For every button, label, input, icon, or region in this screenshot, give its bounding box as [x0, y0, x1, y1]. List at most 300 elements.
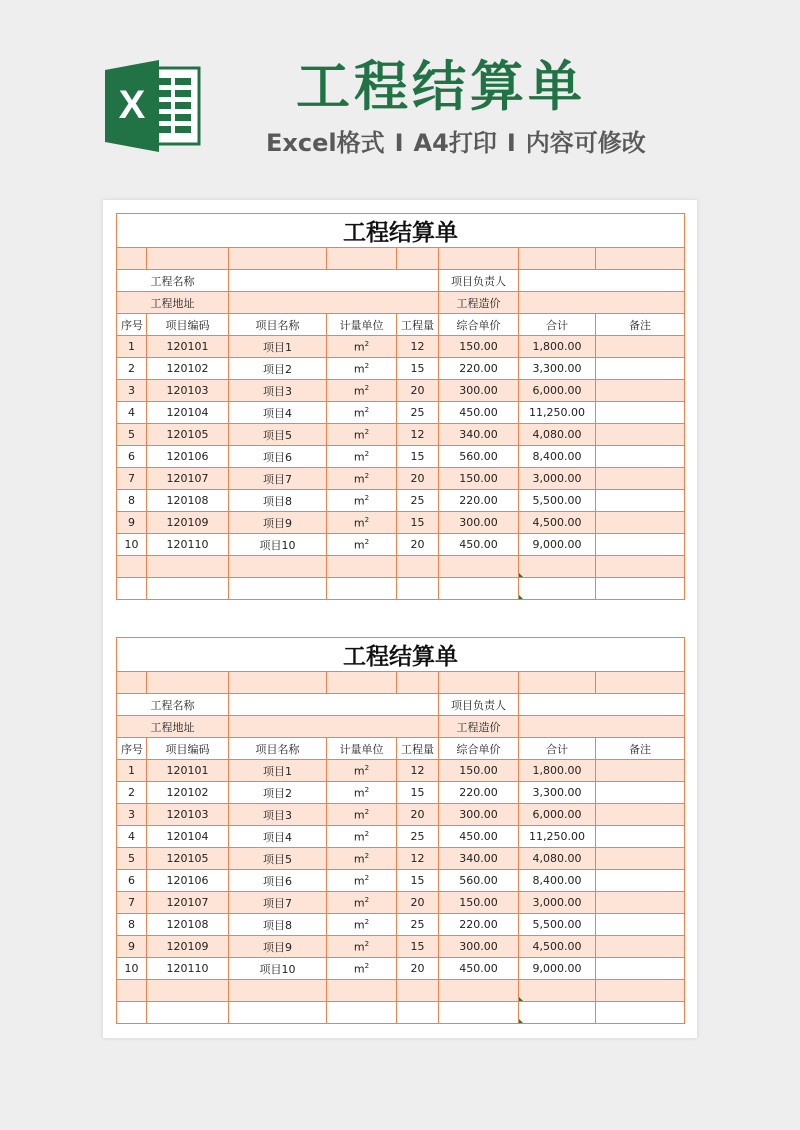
- cell-code[interactable]: 120101: [147, 336, 229, 358]
- spacer-cell[interactable]: [327, 672, 397, 694]
- cell-no[interactable]: 7: [117, 468, 147, 490]
- cell-name[interactable]: 项目2: [229, 358, 327, 380]
- label-project-name: 工程名称: [117, 694, 229, 716]
- cell-name[interactable]: 项目8: [229, 914, 327, 936]
- empty-cell[interactable]: [519, 578, 596, 600]
- cell-qty[interactable]: 15: [397, 936, 439, 958]
- cell-unit[interactable]: [327, 468, 397, 490]
- cell-unit[interactable]: [327, 380, 397, 402]
- cell-code[interactable]: 120102: [147, 358, 229, 380]
- sheet-title-row: [117, 638, 685, 672]
- cell-code[interactable]: 120107: [147, 892, 229, 914]
- cell-qty[interactable]: 25: [397, 490, 439, 512]
- unit-superscript: 2: [364, 763, 370, 772]
- column-header: 计量单位: [327, 314, 397, 336]
- empty-cell[interactable]: [397, 980, 439, 1002]
- column-header: 项目名称: [229, 314, 327, 336]
- column-header: 合计: [519, 314, 596, 336]
- table-row: [117, 490, 685, 512]
- cell-price[interactable]: 450.00: [439, 958, 519, 980]
- cell-code[interactable]: 120105: [147, 424, 229, 446]
- spacer-cell[interactable]: [117, 672, 147, 694]
- spacer-cell[interactable]: [397, 672, 439, 694]
- cell-note[interactable]: [596, 848, 685, 870]
- unit-text: m: [353, 852, 365, 866]
- unit-superscript: 2: [364, 405, 370, 414]
- cell-note[interactable]: [596, 782, 685, 804]
- cell-total[interactable]: 1,800.00: [519, 336, 596, 358]
- cell-qty[interactable]: 15: [397, 782, 439, 804]
- unit-superscript: 2: [364, 917, 370, 926]
- column-header: 备注: [596, 738, 685, 760]
- cell-code[interactable]: 120104: [147, 402, 229, 424]
- cell-unit[interactable]: [327, 936, 397, 958]
- cell-code[interactable]: 120101: [147, 760, 229, 782]
- cell-unit[interactable]: [327, 892, 397, 914]
- cell-no[interactable]: 1: [117, 760, 147, 782]
- cell-note[interactable]: [596, 804, 685, 826]
- cell-name[interactable]: 项目5: [229, 848, 327, 870]
- empty-cell[interactable]: [327, 556, 397, 578]
- cell-price[interactable]: 150.00: [439, 892, 519, 914]
- cell-unit[interactable]: [327, 826, 397, 848]
- cell-total[interactable]: 9,000.00: [519, 534, 596, 556]
- unit-text: m: [353, 340, 365, 354]
- cell-name[interactable]: 项目1: [229, 336, 327, 358]
- cell-qty[interactable]: 25: [397, 914, 439, 936]
- unit-text: m: [353, 362, 365, 376]
- project-name-field[interactable]: [229, 694, 439, 716]
- cell-price[interactable]: 220.00: [439, 490, 519, 512]
- cell-note[interactable]: [596, 958, 685, 980]
- spacer-cell[interactable]: [229, 248, 327, 270]
- cell-price[interactable]: 560.00: [439, 446, 519, 468]
- cell-price[interactable]: 300.00: [439, 936, 519, 958]
- cell-qty[interactable]: 15: [397, 358, 439, 380]
- unit-superscript: 2: [364, 449, 370, 458]
- cell-qty[interactable]: 20: [397, 892, 439, 914]
- column-header: 项目名称: [229, 738, 327, 760]
- label-project-manager: 项目负责人: [439, 694, 519, 716]
- spacer-cell[interactable]: [439, 248, 519, 270]
- cell-note[interactable]: [596, 446, 685, 468]
- empty-cell[interactable]: [439, 980, 519, 1002]
- empty-cell[interactable]: [147, 578, 229, 600]
- cell-price[interactable]: 300.00: [439, 380, 519, 402]
- project-manager-field[interactable]: [519, 694, 685, 716]
- cell-qty[interactable]: 12: [397, 760, 439, 782]
- subtitle-print: A4打印: [413, 129, 497, 157]
- empty-cell[interactable]: [596, 556, 685, 578]
- cell-code[interactable]: 120109: [147, 512, 229, 534]
- table-row: [117, 402, 685, 424]
- cell-qty[interactable]: 12: [397, 336, 439, 358]
- cell-no[interactable]: 9: [117, 512, 147, 534]
- empty-cell[interactable]: [117, 556, 147, 578]
- cell-name[interactable]: 项目5: [229, 424, 327, 446]
- unit-text: m: [353, 538, 365, 552]
- cell-no[interactable]: 7: [117, 892, 147, 914]
- cell-unit[interactable]: [327, 760, 397, 782]
- empty-cell[interactable]: [519, 1002, 596, 1024]
- cell-price[interactable]: 340.00: [439, 424, 519, 446]
- subtitle: [266, 126, 686, 160]
- spacer-cell[interactable]: [147, 672, 229, 694]
- cell-no[interactable]: 6: [117, 870, 147, 892]
- table-row: [117, 380, 685, 402]
- empty-cell[interactable]: [229, 578, 327, 600]
- cell-no[interactable]: 2: [117, 782, 147, 804]
- empty-cell[interactable]: [439, 578, 519, 600]
- spacer-cell[interactable]: [229, 672, 327, 694]
- cell-name[interactable]: 项目3: [229, 380, 327, 402]
- cell-price[interactable]: 150.00: [439, 336, 519, 358]
- cell-name[interactable]: 项目1: [229, 760, 327, 782]
- table-row: [117, 958, 685, 980]
- empty-cell[interactable]: [596, 980, 685, 1002]
- unit-superscript: 2: [364, 493, 370, 502]
- cell-no[interactable]: 4: [117, 826, 147, 848]
- empty-cell[interactable]: [519, 556, 596, 578]
- cell-qty[interactable]: 20: [397, 534, 439, 556]
- empty-cell[interactable]: [117, 980, 147, 1002]
- column-header: 序号: [117, 314, 147, 336]
- cell-no[interactable]: 3: [117, 380, 147, 402]
- cell-unit[interactable]: [327, 402, 397, 424]
- cell-no[interactable]: 10: [117, 958, 147, 980]
- cell-name[interactable]: 项目10: [229, 534, 327, 556]
- cell-total[interactable]: 11,250.00: [519, 402, 596, 424]
- unit-superscript: 2: [364, 383, 370, 392]
- empty-row: [117, 1002, 685, 1024]
- label-project-manager: 项目负责人: [439, 270, 519, 292]
- spacer-row: [117, 248, 685, 270]
- empty-cell[interactable]: [327, 1002, 397, 1024]
- cell-code[interactable]: 120108: [147, 914, 229, 936]
- cell-qty[interactable]: 20: [397, 380, 439, 402]
- cell-price[interactable]: 150.00: [439, 468, 519, 490]
- cell-no[interactable]: 5: [117, 848, 147, 870]
- cell-price[interactable]: 450.00: [439, 402, 519, 424]
- empty-cell[interactable]: [229, 556, 327, 578]
- table-row: [117, 446, 685, 468]
- cell-note[interactable]: [596, 892, 685, 914]
- cell-qty[interactable]: 25: [397, 826, 439, 848]
- empty-cell[interactable]: [117, 578, 147, 600]
- column-header: 序号: [117, 738, 147, 760]
- cell-no[interactable]: 5: [117, 424, 147, 446]
- empty-cell[interactable]: [147, 556, 229, 578]
- cell-price[interactable]: 450.00: [439, 826, 519, 848]
- empty-cell[interactable]: [117, 1002, 147, 1024]
- unit-superscript: 2: [364, 339, 370, 348]
- table-row: [117, 848, 685, 870]
- cell-name[interactable]: 项目9: [229, 936, 327, 958]
- cell-note[interactable]: [596, 468, 685, 490]
- cell-code[interactable]: 120110: [147, 958, 229, 980]
- cell-unit[interactable]: [327, 512, 397, 534]
- cell-price[interactable]: 300.00: [439, 804, 519, 826]
- subtitle-editable: 内容可修改: [525, 129, 646, 157]
- spacer-cell[interactable]: [117, 248, 147, 270]
- cell-name[interactable]: 项目9: [229, 512, 327, 534]
- project-name-field[interactable]: [229, 270, 439, 292]
- cell-name[interactable]: 项目8: [229, 490, 327, 512]
- empty-cell[interactable]: [439, 556, 519, 578]
- subtitle-separator: I: [506, 129, 516, 157]
- empty-cell[interactable]: [397, 556, 439, 578]
- table-row: [117, 468, 685, 490]
- svg-text:X: X: [118, 83, 146, 127]
- cell-unit[interactable]: [327, 446, 397, 468]
- unit-text: m: [353, 428, 365, 442]
- empty-cell[interactable]: [397, 1002, 439, 1024]
- cell-no[interactable]: 8: [117, 490, 147, 512]
- cell-total[interactable]: 3,300.00: [519, 358, 596, 380]
- empty-cell[interactable]: [147, 1002, 229, 1024]
- unit-text: m: [353, 450, 365, 464]
- empty-cell[interactable]: [229, 980, 327, 1002]
- cell-note[interactable]: [596, 424, 685, 446]
- cell-no[interactable]: 9: [117, 936, 147, 958]
- cell-note[interactable]: [596, 534, 685, 556]
- table-row: [117, 804, 685, 826]
- cell-no[interactable]: 8: [117, 914, 147, 936]
- project-cost-field[interactable]: [519, 292, 685, 314]
- excel-logo-icon: [103, 60, 203, 152]
- cell-name[interactable]: 项目7: [229, 468, 327, 490]
- cell-no[interactable]: 6: [117, 446, 147, 468]
- cell-total[interactable]: 8,400.00: [519, 446, 596, 468]
- cell-note[interactable]: [596, 380, 685, 402]
- table-row: [117, 424, 685, 446]
- cell-qty[interactable]: 15: [397, 446, 439, 468]
- spacer-cell[interactable]: [397, 248, 439, 270]
- unit-text: m: [353, 516, 365, 530]
- cell-no[interactable]: 4: [117, 402, 147, 424]
- column-header: 综合单价: [439, 314, 519, 336]
- cell-note[interactable]: [596, 402, 685, 424]
- cell-no[interactable]: 2: [117, 358, 147, 380]
- cell-qty[interactable]: 25: [397, 402, 439, 424]
- unit-superscript: 2: [364, 537, 370, 546]
- empty-cell[interactable]: [147, 980, 229, 1002]
- label-project-cost: 工程造价: [439, 292, 519, 314]
- cell-note[interactable]: [596, 760, 685, 782]
- empty-cell[interactable]: [596, 1002, 685, 1024]
- cell-price[interactable]: 220.00: [439, 358, 519, 380]
- cell-code[interactable]: 120103: [147, 804, 229, 826]
- project-manager-field[interactable]: [519, 270, 685, 292]
- unit-superscript: 2: [364, 471, 370, 480]
- settlement-table: [116, 213, 685, 600]
- unit-text: m: [353, 918, 365, 932]
- cell-note[interactable]: [596, 358, 685, 380]
- empty-cell[interactable]: [519, 980, 596, 1002]
- cell-name[interactable]: 项目7: [229, 892, 327, 914]
- column-header: 工程量: [397, 314, 439, 336]
- empty-cell[interactable]: [327, 578, 397, 600]
- cell-unit[interactable]: [327, 958, 397, 980]
- cell-total[interactable]: 4,500.00: [519, 512, 596, 534]
- cell-total[interactable]: 4,080.00: [519, 424, 596, 446]
- unit-text: m: [353, 406, 365, 420]
- cell-qty[interactable]: 12: [397, 848, 439, 870]
- cell-name[interactable]: 项目10: [229, 958, 327, 980]
- cell-total[interactable]: 5,500.00: [519, 490, 596, 512]
- cell-no[interactable]: 3: [117, 804, 147, 826]
- cell-unit[interactable]: [327, 804, 397, 826]
- cell-total[interactable]: 4,080.00: [519, 848, 596, 870]
- cell-price[interactable]: 560.00: [439, 870, 519, 892]
- cell-price[interactable]: 220.00: [439, 782, 519, 804]
- unit-text: m: [353, 940, 365, 954]
- table-row: [117, 936, 685, 958]
- cell-qty[interactable]: 15: [397, 512, 439, 534]
- unit-superscript: 2: [364, 873, 370, 882]
- spacer-cell[interactable]: [327, 248, 397, 270]
- unit-text: m: [353, 384, 365, 398]
- cell-note[interactable]: [596, 936, 685, 958]
- cell-name[interactable]: 项目4: [229, 826, 327, 848]
- cell-note[interactable]: [596, 826, 685, 848]
- cell-code[interactable]: 120106: [147, 446, 229, 468]
- column-header-row: [117, 314, 685, 336]
- cell-unit[interactable]: [327, 424, 397, 446]
- cell-price[interactable]: 450.00: [439, 534, 519, 556]
- cell-code[interactable]: 120103: [147, 380, 229, 402]
- cell-total[interactable]: 8,400.00: [519, 870, 596, 892]
- empty-cell[interactable]: [596, 578, 685, 600]
- cell-price[interactable]: 300.00: [439, 512, 519, 534]
- cell-name[interactable]: 项目4: [229, 402, 327, 424]
- cell-total[interactable]: 6,000.00: [519, 804, 596, 826]
- cell-total[interactable]: 3,000.00: [519, 892, 596, 914]
- cell-note[interactable]: [596, 914, 685, 936]
- table-row: [117, 358, 685, 380]
- cell-note[interactable]: [596, 870, 685, 892]
- sheet-title-row: [117, 214, 685, 248]
- empty-cell[interactable]: [229, 1002, 327, 1024]
- cell-code[interactable]: 120106: [147, 870, 229, 892]
- cell-qty[interactable]: 15: [397, 870, 439, 892]
- spacer-cell[interactable]: [147, 248, 229, 270]
- label-project-name: 工程名称: [117, 270, 229, 292]
- unit-text: m: [353, 472, 365, 486]
- cell-qty[interactable]: 20: [397, 804, 439, 826]
- cell-name[interactable]: 项目6: [229, 870, 327, 892]
- cell-note[interactable]: [596, 512, 685, 534]
- empty-cell[interactable]: [397, 578, 439, 600]
- label-project-address: 工程地址: [117, 292, 229, 314]
- cell-note[interactable]: [596, 490, 685, 512]
- empty-row: [117, 578, 685, 600]
- cell-qty[interactable]: 20: [397, 468, 439, 490]
- cell-unit[interactable]: [327, 870, 397, 892]
- column-header: 工程量: [397, 738, 439, 760]
- cell-total[interactable]: 3,300.00: [519, 782, 596, 804]
- project-address-field[interactable]: [229, 716, 439, 738]
- cell-unit[interactable]: [327, 490, 397, 512]
- spacer-cell[interactable]: [596, 248, 685, 270]
- table-row: [117, 760, 685, 782]
- unit-superscript: 2: [364, 939, 370, 948]
- cell-name[interactable]: 项目3: [229, 804, 327, 826]
- spacer-row: [117, 672, 685, 694]
- cell-total[interactable]: 1,800.00: [519, 760, 596, 782]
- spacer-cell[interactable]: [519, 248, 596, 270]
- cell-no[interactable]: 1: [117, 336, 147, 358]
- column-header: 综合单价: [439, 738, 519, 760]
- cell-qty[interactable]: 12: [397, 424, 439, 446]
- cell-price[interactable]: 150.00: [439, 760, 519, 782]
- cell-code[interactable]: 120102: [147, 782, 229, 804]
- cell-code[interactable]: 120104: [147, 826, 229, 848]
- info-row-project-address: [117, 716, 685, 738]
- cell-code[interactable]: 120110: [147, 534, 229, 556]
- table-row: [117, 782, 685, 804]
- cell-total[interactable]: 4,500.00: [519, 936, 596, 958]
- column-header: 合计: [519, 738, 596, 760]
- cell-unit[interactable]: [327, 336, 397, 358]
- unit-superscript: 2: [364, 851, 370, 860]
- project-address-field[interactable]: [229, 292, 439, 314]
- cell-total[interactable]: 6,000.00: [519, 380, 596, 402]
- table-row: [117, 512, 685, 534]
- cell-code[interactable]: 120108: [147, 490, 229, 512]
- table-row: [117, 870, 685, 892]
- cell-price[interactable]: 340.00: [439, 848, 519, 870]
- cell-unit[interactable]: [327, 914, 397, 936]
- settlement-table: [116, 637, 685, 1024]
- cell-total[interactable]: 3,000.00: [519, 468, 596, 490]
- cell-qty[interactable]: 20: [397, 958, 439, 980]
- cell-code[interactable]: 120105: [147, 848, 229, 870]
- unit-superscript: 2: [364, 427, 370, 436]
- cell-total[interactable]: 9,000.00: [519, 958, 596, 980]
- cell-code[interactable]: 120109: [147, 936, 229, 958]
- cell-total[interactable]: 11,250.00: [519, 826, 596, 848]
- cell-total[interactable]: 5,500.00: [519, 914, 596, 936]
- spacer-cell[interactable]: [439, 672, 519, 694]
- unit-superscript: 2: [364, 961, 370, 970]
- unit-superscript: 2: [364, 361, 370, 370]
- cell-unit[interactable]: [327, 358, 397, 380]
- empty-cell[interactable]: [439, 1002, 519, 1024]
- unit-superscript: 2: [364, 807, 370, 816]
- cell-unit[interactable]: [327, 534, 397, 556]
- cell-name[interactable]: 项目2: [229, 782, 327, 804]
- cell-note[interactable]: [596, 336, 685, 358]
- cell-unit[interactable]: [327, 848, 397, 870]
- cell-code[interactable]: 120107: [147, 468, 229, 490]
- table-row: [117, 534, 685, 556]
- label-project-address: 工程地址: [117, 716, 229, 738]
- unit-text: m: [353, 786, 365, 800]
- column-header-row: [117, 738, 685, 760]
- cell-no[interactable]: 10: [117, 534, 147, 556]
- cell-name[interactable]: 项目6: [229, 446, 327, 468]
- project-cost-field[interactable]: [519, 716, 685, 738]
- empty-row: [117, 980, 685, 1002]
- spacer-cell[interactable]: [519, 672, 596, 694]
- cell-price[interactable]: 220.00: [439, 914, 519, 936]
- table-row: [117, 914, 685, 936]
- unit-text: m: [353, 896, 365, 910]
- spacer-cell[interactable]: [596, 672, 685, 694]
- empty-cell[interactable]: [327, 980, 397, 1002]
- cell-unit[interactable]: [327, 782, 397, 804]
